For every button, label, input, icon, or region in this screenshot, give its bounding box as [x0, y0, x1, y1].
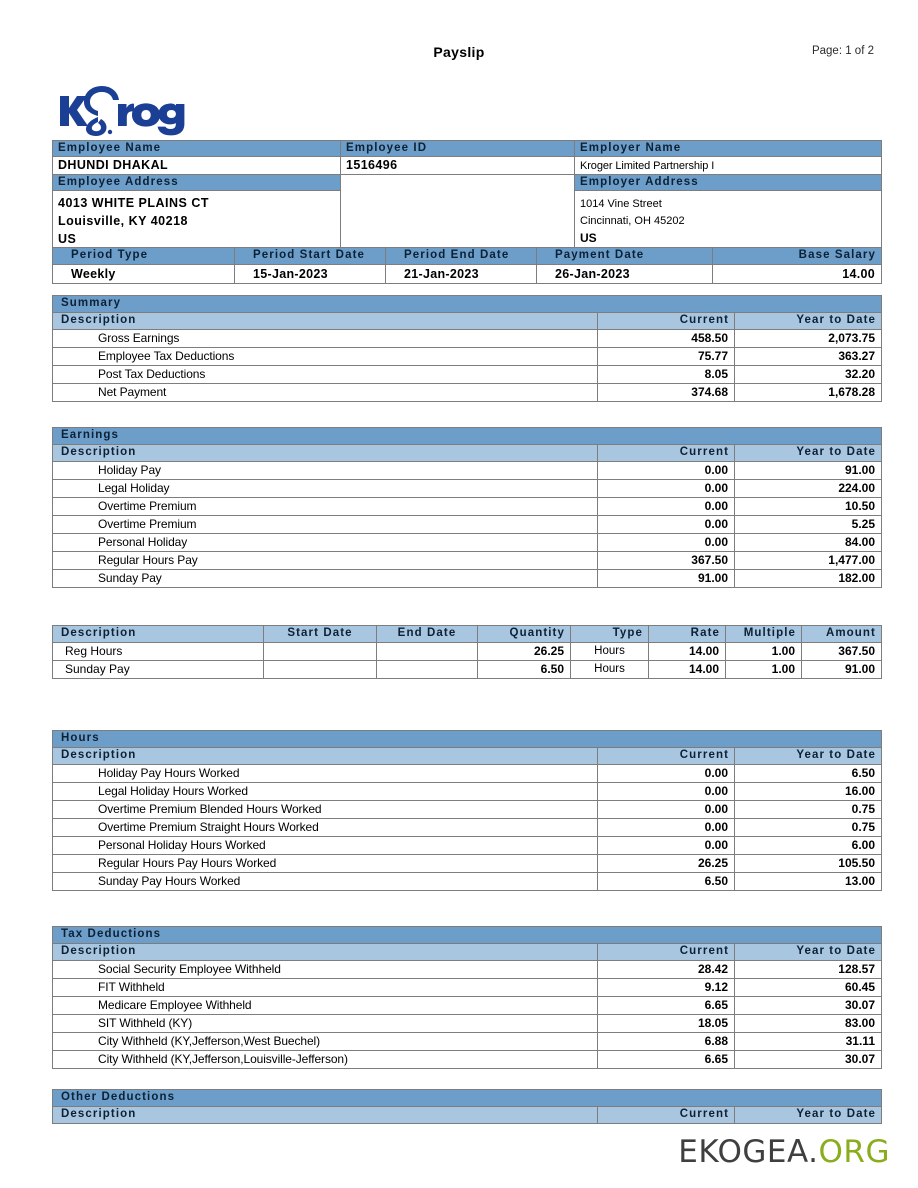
- row-ytd: 0.75: [735, 819, 882, 837]
- hours-col-ytd: Year to Date: [735, 748, 882, 765]
- detail-col-amount: Amount: [802, 626, 882, 643]
- row-rate: 14.00: [649, 643, 726, 661]
- page-number: Page: 1 of 2: [811, 45, 874, 57]
- row-description: Legal Holiday Hours Worked: [53, 783, 598, 801]
- other-deductions-table: [52, 1089, 882, 1124]
- employee-address-line2: Louisville, KY 40218: [58, 214, 188, 229]
- row-type: Hours: [571, 643, 649, 661]
- row-description: Employee Tax Deductions: [53, 348, 598, 366]
- row-ytd: 2,073.75: [735, 330, 882, 348]
- row-description: Gross Earnings: [53, 330, 598, 348]
- row-description: Regular Hours Pay: [53, 552, 598, 570]
- employer-name-value: Kroger Limited Partnership I: [575, 157, 882, 175]
- info-header-row: [53, 141, 882, 157]
- detail-column-row: [53, 626, 882, 643]
- detail-col-description: Description: [53, 626, 264, 643]
- detail-col-quantity: Quantity: [478, 626, 571, 643]
- table-row: [53, 552, 882, 570]
- earnings-detail-table: [52, 625, 882, 679]
- row-quantity: 26.25: [478, 643, 571, 661]
- earnings-column-row: [53, 445, 882, 462]
- row-ytd: 84.00: [735, 534, 882, 552]
- row-description: FIT Withheld: [53, 979, 598, 997]
- row-description: Sunday Pay: [53, 661, 264, 679]
- row-current: 26.25: [598, 855, 735, 873]
- other-deductions-section: [52, 1089, 881, 1124]
- row-current: 367.50: [598, 552, 735, 570]
- row-current: 0.00: [598, 462, 735, 480]
- period-header-row: [53, 248, 882, 265]
- watermark-accent: ORG: [818, 1134, 890, 1170]
- row-amount: 91.00: [802, 661, 882, 679]
- row-current: 8.05: [598, 366, 735, 384]
- employer-name-label: Employer Name: [575, 141, 882, 157]
- period-start-label: Period Start Date: [235, 248, 386, 265]
- row-ytd: 363.27: [735, 348, 882, 366]
- employee-id-value: 1516496: [341, 157, 575, 175]
- row-current: 18.05: [598, 1015, 735, 1033]
- row-description: City Withheld (KY,Jefferson,West Buechel): [53, 1033, 598, 1051]
- hours-title: Hours: [53, 731, 882, 748]
- earnings-title: Earnings: [53, 428, 882, 445]
- employee-employer-info-table: [52, 140, 881, 249]
- period-start-value: 15-Jan-2023: [235, 265, 386, 284]
- row-type: Hours: [571, 661, 649, 679]
- row-current: 91.00: [598, 570, 735, 588]
- table-row: [53, 837, 882, 855]
- table-row: [53, 643, 882, 661]
- table-row: [53, 783, 882, 801]
- payment-date-label: Payment Date: [537, 248, 713, 265]
- summary-col-description: Description: [53, 313, 598, 330]
- watermark: [678, 1134, 890, 1170]
- row-description: Reg Hours: [53, 643, 264, 661]
- base-salary-value: 14.00: [713, 265, 882, 284]
- table-row: [53, 516, 882, 534]
- hours-col-description: Description: [53, 748, 598, 765]
- employee-name-label: Employee Name: [53, 141, 341, 157]
- summary-title: Summary: [53, 296, 882, 313]
- row-ytd: 128.57: [735, 961, 882, 979]
- row-ytd: 6.50: [735, 765, 882, 783]
- table-row: [53, 480, 882, 498]
- summary-table: [52, 295, 882, 402]
- row-description: Overtime Premium: [53, 516, 598, 534]
- row-current: 0.00: [598, 801, 735, 819]
- summary-col-ytd: Year to Date: [735, 313, 882, 330]
- row-description: Holiday Pay Hours Worked: [53, 765, 598, 783]
- row-current: 6.65: [598, 997, 735, 1015]
- table-row: [53, 873, 882, 891]
- row-ytd: 31.11: [735, 1033, 882, 1051]
- row-amount: 367.50: [802, 643, 882, 661]
- row-multiple: 1.00: [726, 661, 802, 679]
- tax-deductions-column-row: [53, 944, 882, 961]
- row-current: 458.50: [598, 330, 735, 348]
- table-row: [53, 498, 882, 516]
- detail-col-start-date: Start Date: [264, 626, 377, 643]
- period-type-label: Period Type: [53, 248, 235, 265]
- row-ytd: 91.00: [735, 462, 882, 480]
- employee-address-line3: US: [58, 232, 77, 247]
- page-title: Payslip: [433, 44, 485, 60]
- row-ytd: 60.45: [735, 979, 882, 997]
- tax-col-current: Current: [598, 944, 735, 961]
- table-row: [53, 997, 882, 1015]
- row-current: 0.00: [598, 480, 735, 498]
- earnings-section: [52, 427, 881, 588]
- period-type-value: Weekly: [53, 265, 235, 284]
- empty-cell: [341, 175, 575, 249]
- row-description: Sunday Pay Hours Worked: [53, 873, 598, 891]
- hours-col-current: Current: [598, 748, 735, 765]
- employee-id-label: Employee ID: [341, 141, 575, 157]
- row-ytd: 13.00: [735, 873, 882, 891]
- address-header-row: [53, 175, 882, 191]
- row-ytd: 5.25: [735, 516, 882, 534]
- earnings-col-current: Current: [598, 445, 735, 462]
- employer-address-line3: US: [580, 231, 597, 246]
- row-current: 0.00: [598, 765, 735, 783]
- table-row: [53, 979, 882, 997]
- other-col-ytd: Year to Date: [735, 1107, 882, 1124]
- row-ytd: 6.00: [735, 837, 882, 855]
- tax-deductions-title-row: [53, 927, 882, 944]
- base-salary-label: Base Salary: [713, 248, 882, 265]
- table-row: [53, 661, 882, 679]
- row-description: Medicare Employee Withheld: [53, 997, 598, 1015]
- table-row: [53, 330, 882, 348]
- row-ytd: 32.20: [735, 366, 882, 384]
- row-description: Overtime Premium: [53, 498, 598, 516]
- kroger-logo: [58, 84, 188, 136]
- row-ytd: 182.00: [735, 570, 882, 588]
- row-ytd: 83.00: [735, 1015, 882, 1033]
- employee-address-label: Employee Address: [53, 175, 341, 191]
- row-current: 9.12: [598, 979, 735, 997]
- summary-column-row: [53, 313, 882, 330]
- row-current: 0.00: [598, 534, 735, 552]
- row-ytd: 1,678.28: [735, 384, 882, 402]
- row-start-date: [264, 661, 377, 679]
- employee-address-line1: 4013 WHITE PLAINS CT: [58, 196, 209, 210]
- employer-address-line2: Cincinnati, OH 45202: [580, 214, 685, 227]
- period-end-value: 21-Jan-2023: [386, 265, 537, 284]
- period-end-label: Period End Date: [386, 248, 537, 265]
- row-current: 28.42: [598, 961, 735, 979]
- watermark-primary: EKOGEA.: [678, 1134, 819, 1170]
- employee-address-value: [53, 191, 341, 249]
- tax-deductions-table: [52, 926, 882, 1069]
- row-current: 0.00: [598, 516, 735, 534]
- row-current: 6.88: [598, 1033, 735, 1051]
- row-description: Legal Holiday: [53, 480, 598, 498]
- row-multiple: 1.00: [726, 643, 802, 661]
- other-deductions-title: Other Deductions: [53, 1090, 882, 1107]
- row-description: Overtime Premium Blended Hours Worked: [53, 801, 598, 819]
- other-col-current: Current: [598, 1107, 735, 1124]
- hours-column-row: [53, 748, 882, 765]
- table-row: [53, 1015, 882, 1033]
- row-ytd: 16.00: [735, 783, 882, 801]
- hours-section: [52, 730, 881, 891]
- row-description: Sunday Pay: [53, 570, 598, 588]
- detail-col-type: Type: [571, 626, 649, 643]
- info-value-row: [53, 157, 882, 175]
- hours-table: [52, 730, 882, 891]
- employer-address-label: Employer Address: [575, 175, 882, 191]
- table-row: [53, 534, 882, 552]
- row-rate: 14.00: [649, 661, 726, 679]
- row-current: 0.00: [598, 498, 735, 516]
- table-row: [53, 819, 882, 837]
- row-description: Regular Hours Pay Hours Worked: [53, 855, 598, 873]
- employer-address-line1: 1014 Vine Street: [580, 198, 662, 211]
- period-value-row: [53, 265, 882, 284]
- table-row: [53, 765, 882, 783]
- row-description: Net Payment: [53, 384, 598, 402]
- tax-col-ytd: Year to Date: [735, 944, 882, 961]
- table-row: [53, 801, 882, 819]
- other-deductions-title-row: [53, 1090, 882, 1107]
- earnings-detail-section: [52, 625, 881, 679]
- employee-name-value: DHUNDI DHAKAL: [53, 157, 341, 175]
- row-ytd: 30.07: [735, 997, 882, 1015]
- detail-col-multiple: Multiple: [726, 626, 802, 643]
- tax-col-description: Description: [53, 944, 598, 961]
- row-description: Social Security Employee Withheld: [53, 961, 598, 979]
- hours-title-row: [53, 731, 882, 748]
- employer-address-value: [575, 191, 882, 249]
- detail-col-end-date: End Date: [377, 626, 478, 643]
- summary-title-row: [53, 296, 882, 313]
- row-ytd: 0.75: [735, 801, 882, 819]
- row-description: Personal Holiday: [53, 534, 598, 552]
- page-header: [0, 44, 918, 66]
- table-row: [53, 1051, 882, 1069]
- table-row: [53, 570, 882, 588]
- table-row: [53, 348, 882, 366]
- table-row: [53, 462, 882, 480]
- tax-deductions-section: [52, 926, 881, 1069]
- row-current: 6.50: [598, 873, 735, 891]
- detail-col-rate: Rate: [649, 626, 726, 643]
- row-current: 75.77: [598, 348, 735, 366]
- row-current: 0.00: [598, 783, 735, 801]
- row-description: Holiday Pay: [53, 462, 598, 480]
- row-description: Personal Holiday Hours Worked: [53, 837, 598, 855]
- row-description: City Withheld (KY,Jefferson,Louisville-Jefferson): [53, 1051, 598, 1069]
- row-current: 6.65: [598, 1051, 735, 1069]
- row-end-date: [377, 661, 478, 679]
- tax-deductions-title: Tax Deductions: [53, 927, 882, 944]
- summary-col-current: Current: [598, 313, 735, 330]
- earnings-col-ytd: Year to Date: [735, 445, 882, 462]
- other-deductions-column-row: [53, 1107, 882, 1124]
- row-current: 374.68: [598, 384, 735, 402]
- earnings-table: [52, 427, 882, 588]
- row-description: Post Tax Deductions: [53, 366, 598, 384]
- row-current: 0.00: [598, 819, 735, 837]
- table-row: [53, 366, 882, 384]
- other-col-description: Description: [53, 1107, 598, 1124]
- table-row: [53, 855, 882, 873]
- row-start-date: [264, 643, 377, 661]
- row-current: 0.00: [598, 837, 735, 855]
- row-ytd: 10.50: [735, 498, 882, 516]
- row-end-date: [377, 643, 478, 661]
- table-row: [53, 1033, 882, 1051]
- row-description: Overtime Premium Straight Hours Worked: [53, 819, 598, 837]
- table-row: [53, 384, 882, 402]
- period-table: [52, 247, 881, 284]
- row-description: SIT Withheld (KY): [53, 1015, 598, 1033]
- row-ytd: 1,477.00: [735, 552, 882, 570]
- row-quantity: 6.50: [478, 661, 571, 679]
- earnings-col-description: Description: [53, 445, 598, 462]
- row-ytd: 105.50: [735, 855, 882, 873]
- table-row: [53, 961, 882, 979]
- row-ytd: 30.07: [735, 1051, 882, 1069]
- row-ytd: 224.00: [735, 480, 882, 498]
- payment-date-value: 26-Jan-2023: [537, 265, 713, 284]
- summary-section: [52, 295, 881, 402]
- earnings-title-row: [53, 428, 882, 445]
